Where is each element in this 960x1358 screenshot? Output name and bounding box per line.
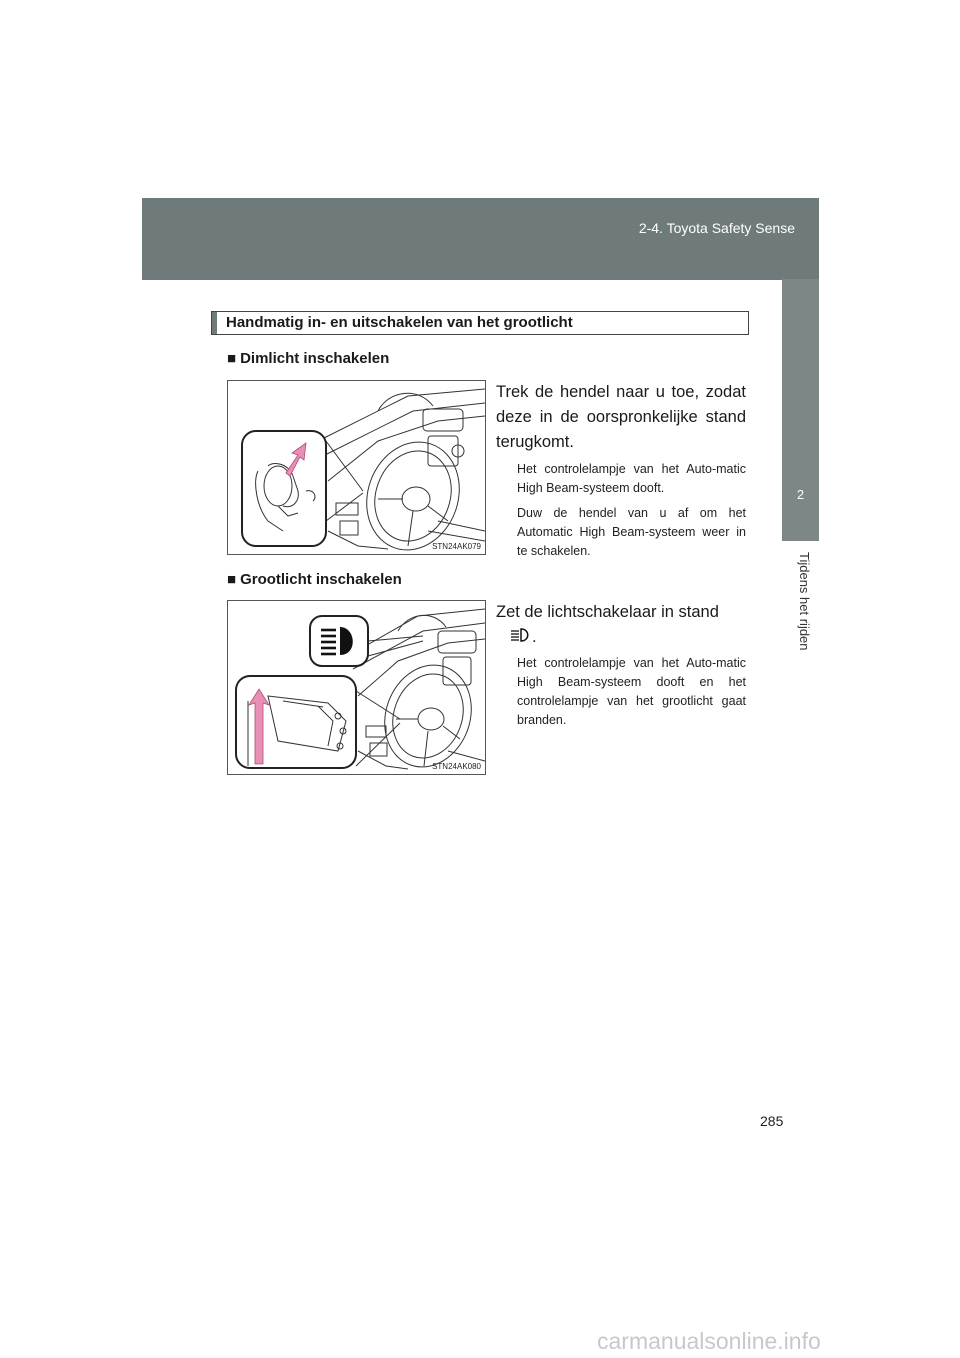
dashboard-illustration	[228, 601, 485, 774]
high-beam-instruction	[496, 600, 746, 650]
headlight-high-beam-icon	[510, 625, 532, 650]
section-label: 2-4. Toyota Safety Sense	[638, 220, 795, 236]
low-beam-heading-text: Dimlicht inschakelen	[240, 350, 390, 367]
watermark: carmanualsonline.info	[597, 1328, 821, 1354]
chapter-number: 2	[796, 487, 805, 502]
header-band	[142, 198, 819, 280]
dashboard-illustration	[228, 381, 485, 554]
chapter-label: Tijdens het rijden	[797, 552, 812, 651]
low-beam-instruction: Trek de hendel naar u toe, zodat deze in de oorspronkelijke stand terugkomt.	[496, 383, 746, 451]
bullet-square: ■	[227, 350, 237, 367]
instruction-period: .	[532, 628, 537, 646]
high-beam-heading-text: Grootlicht inschakelen	[240, 571, 402, 588]
section-accent	[212, 312, 217, 334]
page-number: 285	[760, 1113, 784, 1129]
figure-code: STN24AK079	[432, 542, 481, 551]
figure-code: STN24AK080	[432, 762, 481, 771]
high-beam-figure	[227, 600, 486, 775]
bullet-square: ■	[227, 571, 237, 588]
chapter-tab	[782, 279, 819, 541]
low-beam-note-1: Het controlelampje van het Auto-matic High Beam-systeem dooft.	[517, 462, 746, 495]
low-beam-heading	[227, 350, 389, 367]
high-beam-note-1: Het controlelampje van het Auto-matic High Beam-systeem dooft en het controlelampje van het grootlicht gaat branden.	[517, 656, 746, 727]
high-beam-heading	[227, 571, 402, 588]
section-title: Handmatig in- en uitschakelen van het grootlicht	[226, 314, 573, 331]
low-beam-figure	[227, 380, 486, 555]
low-beam-note-2: Duw de hendel van u af om het Automatic High Beam-systeem weer in te schakelen.	[517, 506, 746, 558]
section-title-bar	[211, 311, 749, 335]
high-beam-instruction-text: Zet de lichtschakelaar in stand	[496, 603, 719, 621]
